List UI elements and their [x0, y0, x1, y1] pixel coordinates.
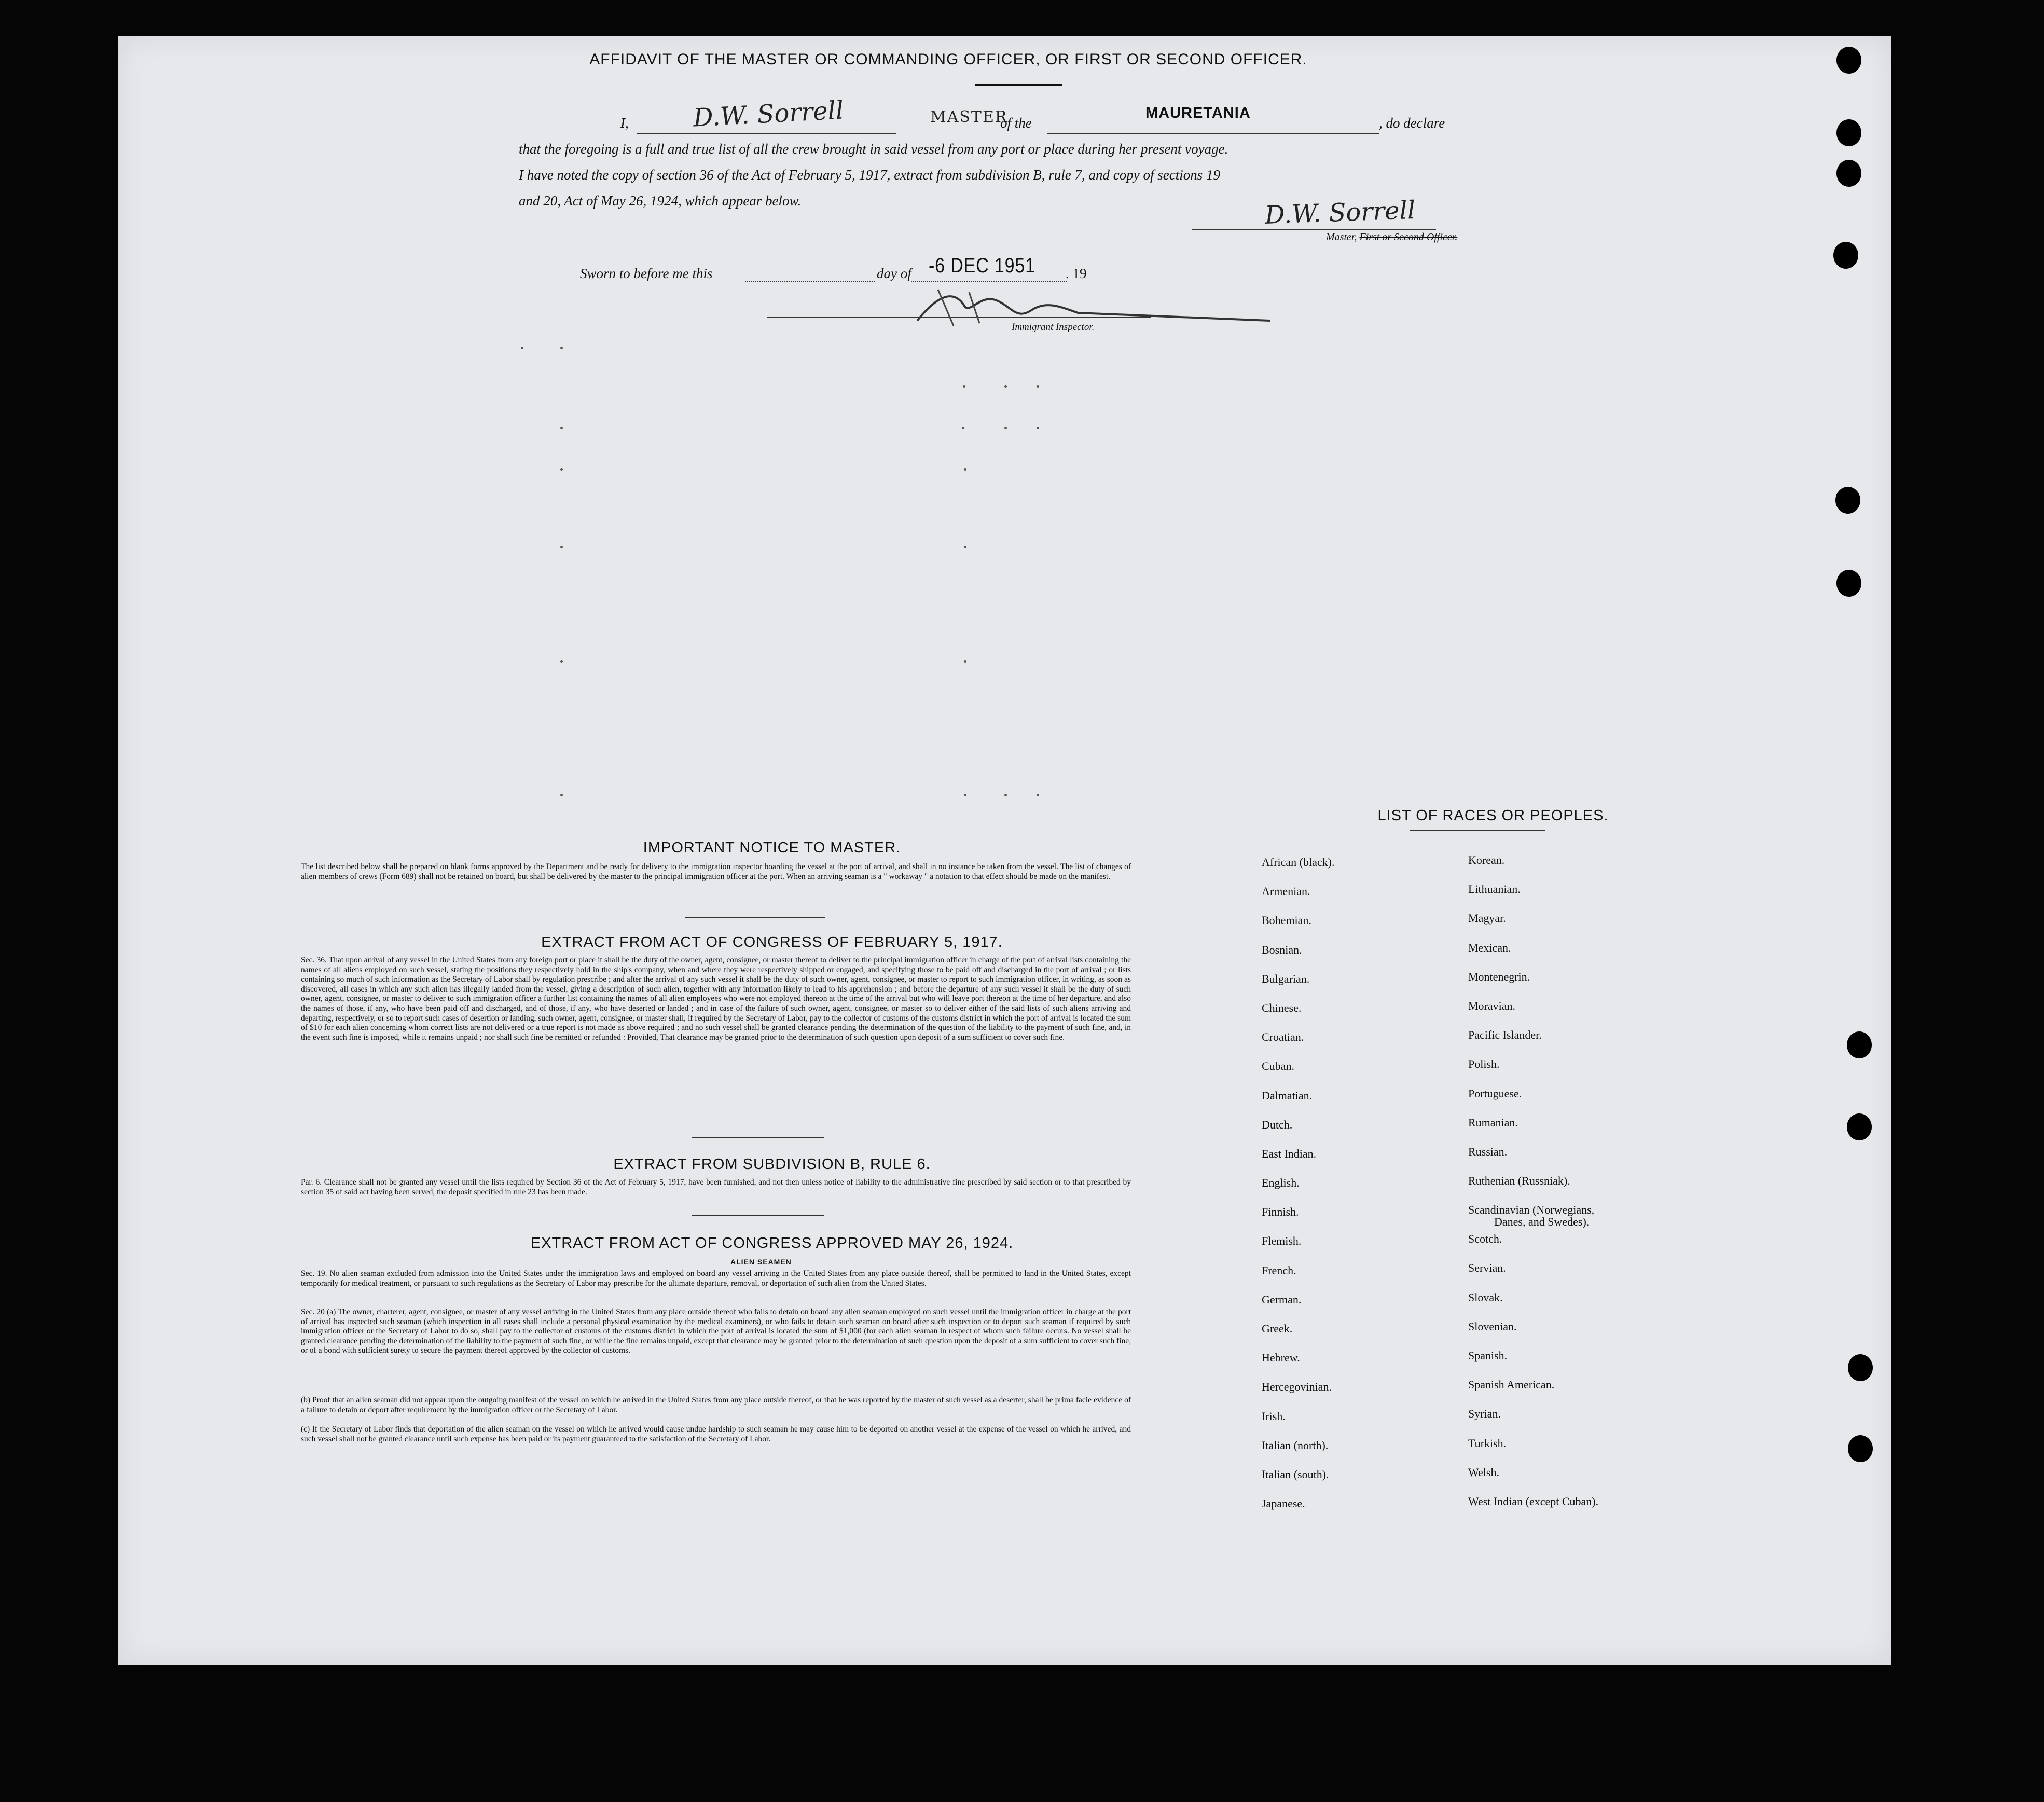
year-label: . 19 — [1066, 266, 1087, 281]
race-item: Dutch. — [1262, 1118, 1293, 1131]
extract-1917-body: Sec. 36. That upon arrival of any vessel in the United States from any foreign port or place it shall be the duty of the owner, agent, consignee, or master thereof to deliver to the principal immigration officer in charge of the port of arrival lists containing the names of all aliens employed on such vessel, stating the positions they respectively hold in the ship's company, when and where they were respectively shipped or engaged, and specifying those to be paid off and discharged in the port of arrival ; or lists containing so much of such information as the Secretary of Labor shall by regulation prescribe ; and after the arrival of any such vessel it shall be the duty of such owner, agent, consignee, or master to report to such immigration officer, in writing, as soon as discovered, all cases in which any such alien has illegally landed from the vessel, giving a description of such alien, together with any information likely to lead to his apprehension ; and before the departure of any such vessel it shall be the duty of such owner, agent, consignee, or master to deliver to such immigration officer a further list containing the names of all alien employees who were not employed thereon at the time of the arrival but who will leave port thereon at the time of her departure, and also the names of those, if any, who have been paid off and discharged, and of those, if any, who have deserted or landed ; and in case of the failure of such owner, agent, consignee, or master so to deliver either of the said lists of such aliens arriving and departing, respectively, or so to report such cases of desertion or landing, such owner, agent, consignee, or master shall, if required by the Secretary of Labor, pay to the collector of customs of the customs district in which the port of arrival is located the sum of $10 for each alien concerning whom correct lists are not delivered or a true report is not made as above required ; and no such vessel shall be granted clearance pending the determination of the question of the liability to the payment of such fine, and, in the event such fine is imposed, while it remains unpaid ; nor shall such fine be remitted or refunded : Provided, That clearance may be granted prior to the determination of such question upon deposit of a sum sufficient to cover such fine. — [301, 956, 1131, 1042]
document-page — [118, 36, 1891, 1665]
punch-hole — [1835, 487, 1860, 514]
race-item: Cuban. — [1262, 1060, 1294, 1073]
race-item: Scotch. — [1468, 1232, 1502, 1246]
race-item: Spanish American. — [1468, 1378, 1555, 1392]
race-item: Italian (north). — [1262, 1438, 1329, 1452]
race-item: Servian. — [1468, 1261, 1506, 1275]
signer-signature: D.W. Sorrell — [1264, 195, 1416, 230]
extract-1924-subtitle: ALIEN SEAMEN — [730, 1258, 792, 1266]
race-item-continuation: Danes, and Swedes). — [1494, 1215, 1590, 1229]
notice-divider — [685, 917, 825, 918]
race-item: Moravian. — [1468, 999, 1516, 1012]
extract-1924-sec20c: (c) If the Secretary of Labor finds that deportation of the alien seaman on the vessel on which he arrived would cause undue hardship to such seaman he may cause him to be deported on another vessel at the expense of the vessel on which he arrived, and such vessel shall not be granted clearance until such expense has been paid or its payment guaranteed to the satisfaction of the Secretary of Labor. — [301, 1425, 1131, 1443]
punch-hole — [1848, 1435, 1873, 1462]
affidavit-line-3: I have noted the copy of section 36 of the Act of February 5, 1917, extract from subdivision B, rule 7, and copy of sections 19 — [519, 167, 1220, 183]
punch-hole — [1847, 1113, 1872, 1140]
race-item: Lithuanian. — [1468, 883, 1521, 896]
vessel-underline — [1047, 133, 1379, 134]
race-item: Spanish. — [1468, 1349, 1508, 1362]
extract-1924-sec19: Sec. 19. No alien seaman excluded from admission into the United States under the immigration laws and employed on board any vessel arriving in the United States from any place outside thereof, shall be permitted to land in the United States, except temporarily for medical treatment, or pursuant to such regulations as the Secretary of Labor may prescribe for the ultimate departure, removal, or deportation of such alien from the United States. — [301, 1269, 1131, 1288]
race-item: West Indian (except Cuban). — [1468, 1494, 1599, 1508]
race-item: Croatian. — [1262, 1030, 1304, 1044]
of-the-label: of the — [1000, 115, 1032, 131]
master-name-signature: D.W. Sorrell — [692, 95, 845, 133]
race-item: Slovenian. — [1468, 1319, 1517, 1333]
affidavit-line-2: that the foregoing is a full and true list of all the crew brought in said vessel from any port or place during her present voyage. — [519, 141, 1228, 157]
date-stamp: -6 DEC 1951 — [929, 254, 1035, 277]
race-item: Portuguese. — [1468, 1086, 1522, 1100]
sworn-date-underline — [911, 281, 1067, 282]
race-item: Rumanian. — [1468, 1116, 1518, 1129]
race-item: Dalmatian. — [1262, 1089, 1313, 1102]
race-item: Ruthenian (Russniak). — [1468, 1174, 1570, 1188]
punch-hole — [1848, 1354, 1873, 1381]
day-of-label: day of — [877, 266, 911, 281]
race-item: Finnish. — [1262, 1205, 1299, 1219]
sworn-day-underline — [745, 281, 875, 282]
race-item: Turkish. — [1468, 1436, 1507, 1450]
punch-hole — [1836, 47, 1861, 74]
race-item: Polish. — [1468, 1057, 1500, 1071]
race-item: African (black). — [1262, 856, 1335, 869]
name-underline — [637, 133, 896, 134]
race-item: Montenegrin. — [1468, 970, 1530, 983]
signer-caption — [1326, 231, 1457, 243]
race-item: Bulgarian. — [1262, 972, 1310, 985]
rule6-body: Par. 6. Clearance shall not be granted any vessel until the lists required by Section 36 of the Act of February 5, 1917, have been furnished, and not then unless notice of liability to the administrative fine prescribed by said section or to that prescribed by section 35 of said act having been served, the deposit specified in rule 23 has been made. — [301, 1178, 1131, 1196]
race-item: Irish. — [1262, 1409, 1286, 1423]
extract-1924-sec20b: (b) Proof that an alien seaman did not appear upon the outgoing manifest of the vessel on which he arrived in the United States from any place outside thereof, or that he was reported by the master of such vessel as a deserter, shall be prima facie evidence of a failure to detain or deport after requirement by the immigration officer or the Secretary of Labor. — [301, 1396, 1131, 1414]
affidavit-line-4: and 20, Act of May 26, 1924, which appear below. — [519, 193, 802, 209]
races-column-1 — [1262, 848, 1334, 1518]
race-item: Greek. — [1262, 1322, 1293, 1335]
race-item: Slovak. — [1468, 1290, 1503, 1304]
race-item: Russian. — [1468, 1145, 1508, 1158]
punch-hole — [1836, 570, 1861, 597]
race-item: Bohemian. — [1262, 914, 1311, 927]
rule6-divider — [692, 1215, 824, 1216]
race-item: English. — [1262, 1176, 1300, 1190]
race-item: Scandinavian (Norwegians, — [1468, 1203, 1595, 1217]
race-item: Korean. — [1468, 854, 1505, 866]
races-divider — [1410, 830, 1545, 831]
race-item: Mexican. — [1468, 941, 1511, 954]
extract-1924-sec20a: Sec. 20 (a) The owner, charterer, agent, consignee, or master of any vessel arriving in the United States from any place outside thereof who fails to detain on board any alien seaman employed on such vessel until the immigration officer in charge at the port of arrival has inspected such seaman (which inspection in all cases shall include a personal physical examination by the medical examiners), or who fails to detain such seaman on board after such inspection or to deport such seaman if required by such immigration officer or the Secretary of Labor to do so, shall pay to the collector of customs of the customs district in which the port of arrival is located the sum of $1,000 (for each alien seaman in respect of whom such failure occurs. No vessel shall be granted clearance pending the determination of the liability to the payment of such fine, or while the fine remains unpaid, except that clearance may be granted prior to the determination of such question upon the deposit of a sum sufficient to cover such fine, or of a bond with sufficient surety to secure the payment thereof approved by the collector of customs. — [301, 1308, 1131, 1355]
signer-caption-struck: First or Second Officer. — [1359, 231, 1458, 243]
race-item: Japanese. — [1262, 1497, 1305, 1510]
race-item: Chinese. — [1262, 1001, 1302, 1014]
extract-1917-title: EXTRACT FROM ACT OF CONGRESS OF FEBRUARY 5, 1917. — [541, 934, 1003, 951]
title-divider — [975, 84, 1062, 86]
race-item: Welsh. — [1468, 1465, 1499, 1479]
race-item: Armenian. — [1262, 885, 1310, 898]
signer-underline — [1192, 229, 1436, 230]
punch-hole — [1836, 119, 1861, 146]
punch-hole — [1833, 242, 1858, 269]
sworn-label: Sworn to before me this — [580, 266, 713, 281]
affidavit-i-label: I, — [620, 115, 629, 131]
extract-1924-title: EXTRACT FROM ACT OF CONGRESS APPROVED MAY 26, 1924. — [530, 1235, 1014, 1251]
punch-hole — [1847, 1031, 1872, 1058]
extract-1917-divider — [692, 1137, 824, 1138]
punch-hole — [1836, 160, 1861, 187]
race-item: Hebrew. — [1262, 1351, 1300, 1365]
inspector-caption: Immigrant Inspector. — [1012, 322, 1095, 333]
race-item: East Indian. — [1262, 1147, 1317, 1160]
notice-title: IMPORTANT NOTICE TO MASTER. — [643, 840, 901, 856]
do-declare-label: , do declare — [1379, 115, 1445, 131]
rule6-title: EXTRACT FROM SUBDIVISION B, RULE 6. — [613, 1156, 931, 1173]
notice-body: The list described below shall be prepared on blank forms approved by the Department and be ready for delivery to the immigration inspector boarding the vessel at the port of arrival, and shall in no instance be taken from the vessel. The list of changes of alien members of crews (Form 689) shall not be retained on board, but shall be delivered by the master to the principal immigration officer at the port. When an arriving seaman is a " workaway " a notation to that effect should be made on the manifest. — [301, 862, 1131, 881]
signer-caption-master: Master, — [1326, 231, 1357, 243]
race-item: Magyar. — [1468, 912, 1506, 925]
vessel-name: MAURETANIA — [1145, 105, 1251, 121]
race-item: French. — [1262, 1263, 1296, 1277]
race-item: Flemish. — [1262, 1234, 1302, 1248]
races-column-2 — [1468, 846, 1598, 1516]
races-title: LIST OF RACES OR PEOPLES. — [1377, 807, 1609, 824]
race-item: Bosnian. — [1262, 943, 1302, 956]
race-item: Syrian. — [1468, 1407, 1501, 1421]
race-item: German. — [1262, 1292, 1302, 1306]
rank-handwritten: MASTER — [930, 108, 1008, 126]
race-item: Pacific Islander. — [1468, 1028, 1542, 1042]
race-item: Hercegovinian. — [1262, 1380, 1332, 1394]
race-item: Italian (south). — [1262, 1467, 1329, 1481]
affidavit-title: AFFIDAVIT OF THE MASTER OR COMMANDING OFFICER, OR FIRST OR SECOND OFFICER. — [589, 51, 1307, 68]
